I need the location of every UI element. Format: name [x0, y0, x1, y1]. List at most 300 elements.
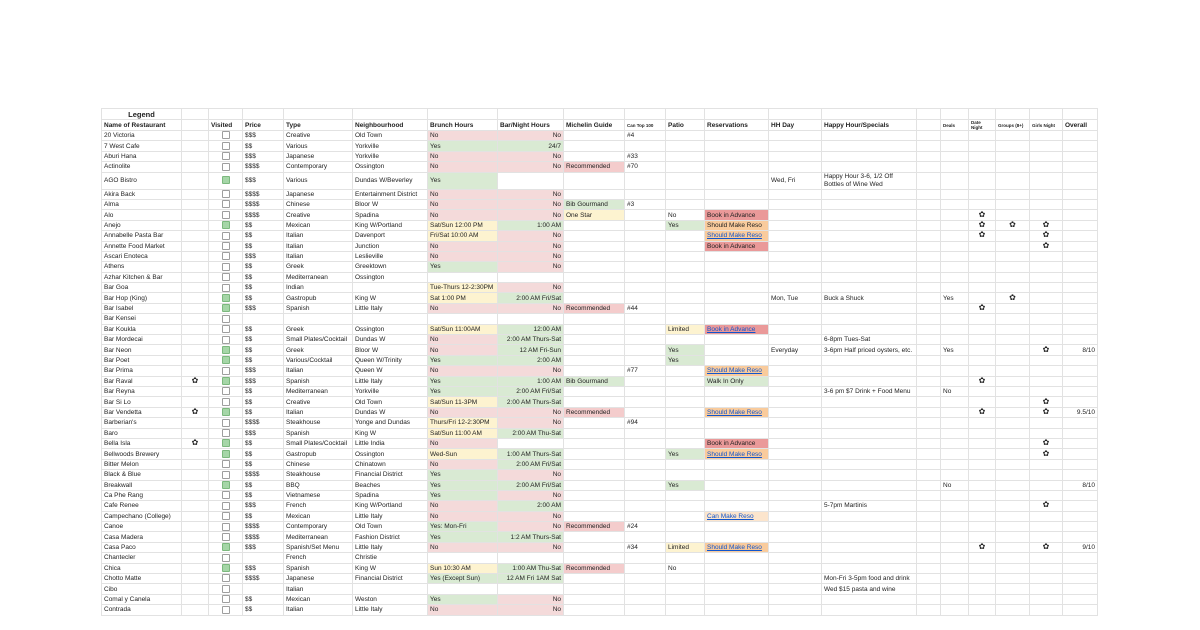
visited-checkbox[interactable] [209, 480, 243, 490]
cell[interactable] [1063, 594, 1098, 604]
cell[interactable] [1030, 172, 1063, 189]
column-header[interactable]: HH Day [769, 120, 822, 131]
cell[interactable] [1030, 501, 1063, 511]
cell[interactable] [996, 584, 1030, 594]
cell[interactable] [941, 241, 969, 251]
cell[interactable] [564, 366, 625, 376]
cell[interactable] [917, 241, 941, 251]
cell[interactable] [243, 293, 284, 303]
cell[interactable] [243, 501, 284, 511]
cell[interactable] [941, 397, 969, 407]
unchecked-icon[interactable] [222, 263, 230, 271]
cell[interactable] [1063, 210, 1098, 220]
cell[interactable] [822, 172, 917, 189]
visited-checkbox[interactable] [209, 449, 243, 459]
cell[interactable] [705, 262, 769, 272]
cell[interactable] [822, 109, 917, 120]
cell[interactable] [498, 151, 564, 161]
cell[interactable] [941, 345, 969, 355]
cell[interactable] [353, 283, 428, 293]
unchecked-icon[interactable] [222, 315, 230, 323]
visited-checkbox[interactable] [209, 314, 243, 324]
cell[interactable] [769, 501, 822, 511]
cell[interactable] [498, 490, 564, 500]
cell[interactable] [969, 459, 996, 469]
cell[interactable] [1030, 272, 1063, 282]
cell[interactable] [822, 376, 917, 386]
cell[interactable] [625, 131, 666, 141]
column-header[interactable] [917, 120, 941, 131]
cell[interactable] [243, 162, 284, 172]
cell[interactable] [996, 293, 1030, 303]
cell[interactable] [769, 210, 822, 220]
cell[interactable] [102, 574, 182, 584]
cell[interactable] [969, 231, 996, 241]
cell[interactable] [498, 470, 564, 480]
cell[interactable] [666, 293, 705, 303]
cell[interactable] [243, 303, 284, 313]
cell[interactable] [428, 563, 498, 573]
cell[interactable] [182, 141, 209, 151]
cell[interactable] [284, 141, 353, 151]
cell[interactable] [917, 584, 941, 594]
cell[interactable] [353, 584, 428, 594]
cell[interactable] [666, 141, 705, 151]
visited-checkbox[interactable] [209, 605, 243, 615]
column-header[interactable]: Michelin Guide [564, 120, 625, 131]
cell[interactable] [769, 220, 822, 230]
cell[interactable] [498, 251, 564, 261]
cell[interactable] [769, 324, 822, 334]
cell[interactable] [822, 584, 917, 594]
cell[interactable] [917, 542, 941, 552]
cell[interactable] [564, 131, 625, 141]
cell[interactable] [917, 605, 941, 615]
visited-checkbox[interactable] [209, 397, 243, 407]
cell[interactable] [917, 251, 941, 261]
unchecked-icon[interactable] [222, 152, 230, 160]
cell[interactable] [1063, 522, 1098, 532]
cell[interactable] [428, 151, 498, 161]
unchecked-icon[interactable] [222, 387, 230, 395]
cell[interactable] [917, 109, 941, 120]
cell[interactable] [1030, 366, 1063, 376]
cell[interactable] [284, 470, 353, 480]
cell[interactable] [917, 355, 941, 365]
cell[interactable] [917, 563, 941, 573]
cell[interactable] [941, 470, 969, 480]
cell[interactable] [243, 220, 284, 230]
cell[interactable] [769, 141, 822, 151]
cell[interactable] [243, 553, 284, 563]
cell[interactable] [1030, 141, 1063, 151]
cell[interactable] [428, 594, 498, 604]
cell[interactable] [182, 438, 209, 448]
cell[interactable] [705, 141, 769, 151]
cell[interactable] [564, 109, 625, 120]
cell[interactable] [769, 335, 822, 345]
cell[interactable] [625, 532, 666, 542]
cell[interactable] [102, 162, 182, 172]
visited-checkbox[interactable] [209, 141, 243, 151]
cell[interactable] [102, 272, 182, 282]
cell[interactable] [917, 480, 941, 490]
cell[interactable] [284, 366, 353, 376]
cell[interactable] [498, 220, 564, 230]
cell[interactable] [564, 553, 625, 563]
cell[interactable] [822, 449, 917, 459]
cell[interactable] [941, 283, 969, 293]
cell[interactable] [564, 251, 625, 261]
cell[interactable] [769, 131, 822, 141]
cell[interactable] [996, 563, 1030, 573]
cell[interactable] [102, 189, 182, 199]
cell[interactable] [1063, 386, 1098, 396]
cell[interactable] [625, 594, 666, 604]
checked-icon[interactable] [222, 346, 230, 354]
cell[interactable] [666, 490, 705, 500]
cell[interactable] [353, 532, 428, 542]
cell[interactable] [969, 293, 996, 303]
cell[interactable] [498, 210, 564, 220]
cell[interactable] [102, 151, 182, 161]
cell[interactable] [182, 210, 209, 220]
cell[interactable] [917, 272, 941, 282]
cell[interactable] [969, 594, 996, 604]
cell[interactable] [705, 563, 769, 573]
cell[interactable] [498, 189, 564, 199]
cell[interactable] [996, 532, 1030, 542]
cell[interactable] [822, 345, 917, 355]
cell[interactable] [769, 574, 822, 584]
cell[interactable] [182, 532, 209, 542]
cell[interactable] [625, 272, 666, 282]
cell[interactable] [243, 542, 284, 552]
cell[interactable] [705, 283, 769, 293]
cell[interactable] [917, 162, 941, 172]
cell[interactable] [822, 407, 917, 417]
cell[interactable] [822, 501, 917, 511]
cell[interactable] [822, 605, 917, 615]
cell[interactable] [182, 459, 209, 469]
cell[interactable] [1063, 335, 1098, 345]
cell[interactable] [564, 162, 625, 172]
cell[interactable] [666, 428, 705, 438]
cell[interactable] [625, 501, 666, 511]
column-header[interactable]: Overall [1063, 120, 1098, 131]
cell[interactable] [705, 303, 769, 313]
cell[interactable] [428, 220, 498, 230]
visited-checkbox[interactable] [209, 172, 243, 189]
cell[interactable] [428, 584, 498, 594]
cell[interactable] [182, 283, 209, 293]
cell[interactable] [428, 459, 498, 469]
visited-checkbox[interactable] [209, 501, 243, 511]
cell[interactable] [428, 418, 498, 428]
cell[interactable] [243, 407, 284, 417]
visited-checkbox[interactable] [209, 303, 243, 313]
cell[interactable] [564, 470, 625, 480]
cell[interactable] [769, 345, 822, 355]
cell[interactable] [1063, 131, 1098, 141]
cell[interactable] [941, 501, 969, 511]
cell[interactable] [284, 335, 353, 345]
cell[interactable] [666, 511, 705, 521]
cell[interactable] [1063, 480, 1098, 490]
cell[interactable] [996, 397, 1030, 407]
cell[interactable] [969, 470, 996, 480]
visited-checkbox[interactable] [209, 584, 243, 594]
cell[interactable] [969, 220, 996, 230]
cell[interactable] [1063, 251, 1098, 261]
cell[interactable] [564, 231, 625, 241]
cell[interactable] [666, 366, 705, 376]
cell[interactable] [182, 109, 209, 120]
cell[interactable] [822, 151, 917, 161]
cell[interactable] [182, 542, 209, 552]
cell[interactable] [666, 151, 705, 161]
cell[interactable] [822, 366, 917, 376]
cell[interactable] [353, 314, 428, 324]
cell[interactable] [996, 386, 1030, 396]
cell[interactable] [428, 272, 498, 282]
cell[interactable] [917, 366, 941, 376]
cell[interactable] [498, 584, 564, 594]
cell[interactable] [705, 438, 769, 448]
cell[interactable] [941, 428, 969, 438]
cell[interactable] [1063, 220, 1098, 230]
cell[interactable] [498, 563, 564, 573]
cell[interactable] [941, 553, 969, 563]
visited-checkbox[interactable] [209, 162, 243, 172]
cell[interactable] [102, 324, 182, 334]
cell[interactable] [666, 376, 705, 386]
cell[interactable] [1030, 584, 1063, 594]
cell[interactable] [428, 162, 498, 172]
visited-checkbox[interactable] [209, 574, 243, 584]
cell[interactable] [941, 131, 969, 141]
visited-checkbox[interactable] [209, 199, 243, 209]
cell[interactable] [941, 605, 969, 615]
cell[interactable] [666, 199, 705, 209]
cell[interactable] [969, 553, 996, 563]
cell[interactable] [666, 345, 705, 355]
cell[interactable] [182, 314, 209, 324]
cell[interactable] [243, 199, 284, 209]
cell[interactable] [996, 172, 1030, 189]
cell[interactable] [917, 131, 941, 141]
cell[interactable] [182, 511, 209, 521]
cell[interactable] [996, 553, 1030, 563]
cell[interactable] [917, 335, 941, 345]
cell[interactable] [625, 172, 666, 189]
cell[interactable] [1063, 283, 1098, 293]
cell[interactable] [705, 605, 769, 615]
cell[interactable] [705, 335, 769, 345]
cell[interactable] [625, 189, 666, 199]
cell[interactable] [1030, 293, 1063, 303]
cell[interactable] [1030, 231, 1063, 241]
unchecked-icon[interactable] [222, 232, 230, 240]
cell[interactable] [1030, 480, 1063, 490]
cell[interactable] [182, 418, 209, 428]
cell[interactable] [666, 553, 705, 563]
cell[interactable] [102, 376, 182, 386]
cell[interactable] [769, 199, 822, 209]
cell[interactable] [822, 251, 917, 261]
cell[interactable] [182, 335, 209, 345]
cell[interactable] [102, 532, 182, 542]
cell[interactable] [284, 231, 353, 241]
cell[interactable] [666, 594, 705, 604]
cell[interactable] [353, 438, 428, 448]
cell[interactable] [353, 172, 428, 189]
cell[interactable] [917, 490, 941, 500]
cell[interactable] [102, 386, 182, 396]
cell[interactable] [498, 283, 564, 293]
cell[interactable] [625, 231, 666, 241]
cell[interactable] [941, 220, 969, 230]
cell[interactable] [564, 151, 625, 161]
cell[interactable] [917, 141, 941, 151]
cell[interactable] [1030, 314, 1063, 324]
cell[interactable] [353, 553, 428, 563]
cell[interactable] [666, 397, 705, 407]
cell[interactable] [705, 594, 769, 604]
cell[interactable] [769, 407, 822, 417]
cell[interactable] [1063, 231, 1098, 241]
cell[interactable] [705, 293, 769, 303]
cell[interactable] [822, 386, 917, 396]
cell[interactable] [498, 272, 564, 282]
cell[interactable] [353, 262, 428, 272]
cell[interactable] [428, 231, 498, 241]
cell[interactable] [822, 231, 917, 241]
visited-checkbox[interactable] [209, 283, 243, 293]
cell[interactable] [284, 272, 353, 282]
cell[interactable] [941, 449, 969, 459]
cell[interactable] [969, 251, 996, 261]
cell[interactable] [564, 141, 625, 151]
cell[interactable] [243, 366, 284, 376]
cell[interactable] [1030, 438, 1063, 448]
cell[interactable] [996, 449, 1030, 459]
cell[interactable] [917, 428, 941, 438]
cell[interactable] [428, 199, 498, 209]
cell[interactable] [284, 131, 353, 141]
cell[interactable] [564, 283, 625, 293]
checked-icon[interactable] [222, 176, 230, 184]
cell[interactable] [564, 376, 625, 386]
cell[interactable] [564, 490, 625, 500]
cell[interactable] [917, 199, 941, 209]
cell[interactable] [243, 470, 284, 480]
cell[interactable] [769, 553, 822, 563]
cell[interactable] [969, 172, 996, 189]
cell[interactable] [1063, 162, 1098, 172]
column-header[interactable]: Patio [666, 120, 705, 131]
cell[interactable] [969, 418, 996, 428]
cell[interactable] [941, 418, 969, 428]
cell[interactable] [182, 151, 209, 161]
cell[interactable] [822, 522, 917, 532]
visited-checkbox[interactable] [209, 386, 243, 396]
cell[interactable] [822, 324, 917, 334]
column-header[interactable]: Neighbourhood [353, 120, 428, 131]
visited-checkbox[interactable] [209, 418, 243, 428]
cell[interactable] [705, 407, 769, 417]
cell[interactable] [1063, 303, 1098, 313]
checked-icon[interactable] [222, 377, 230, 385]
cell[interactable] [969, 584, 996, 594]
cell[interactable] [769, 438, 822, 448]
cell[interactable] [284, 220, 353, 230]
cell[interactable] [428, 241, 498, 251]
cell[interactable] [996, 151, 1030, 161]
cell[interactable] [428, 490, 498, 500]
cell[interactable] [996, 480, 1030, 490]
cell[interactable] [498, 376, 564, 386]
cell[interactable] [498, 293, 564, 303]
cell[interactable] [428, 262, 498, 272]
unchecked-icon[interactable] [222, 242, 230, 250]
visited-checkbox[interactable] [209, 293, 243, 303]
cell[interactable] [353, 251, 428, 261]
cell[interactable] [284, 397, 353, 407]
cell[interactable] [498, 109, 564, 120]
cell[interactable] [917, 386, 941, 396]
cell[interactable] [969, 141, 996, 151]
cell[interactable] [917, 418, 941, 428]
cell[interactable] [243, 283, 284, 293]
visited-checkbox[interactable] [209, 251, 243, 261]
cell[interactable] [1063, 199, 1098, 209]
cell[interactable] [102, 438, 182, 448]
cell[interactable] [822, 335, 917, 345]
cell[interactable] [284, 303, 353, 313]
cell[interactable] [666, 251, 705, 261]
cell[interactable] [969, 151, 996, 161]
cell[interactable] [353, 418, 428, 428]
cell[interactable] [564, 386, 625, 396]
cell[interactable] [498, 335, 564, 345]
cell[interactable] [917, 283, 941, 293]
cell[interactable] [941, 109, 969, 120]
cell[interactable] [1063, 553, 1098, 563]
cell[interactable] [353, 490, 428, 500]
cell[interactable] [996, 376, 1030, 386]
cell[interactable] [996, 490, 1030, 500]
checked-icon[interactable] [222, 564, 230, 572]
cell[interactable] [666, 542, 705, 552]
cell[interactable] [353, 355, 428, 365]
cell[interactable] [1030, 532, 1063, 542]
cell[interactable] [1030, 605, 1063, 615]
cell[interactable] [705, 501, 769, 511]
visited-checkbox[interactable] [209, 542, 243, 552]
cell[interactable] [769, 262, 822, 272]
cell[interactable] [996, 428, 1030, 438]
cell[interactable] [625, 141, 666, 151]
cell[interactable] [102, 563, 182, 573]
cell[interactable] [428, 532, 498, 542]
visited-checkbox[interactable] [209, 210, 243, 220]
cell[interactable] [625, 376, 666, 386]
cell[interactable] [941, 376, 969, 386]
visited-checkbox[interactable] [209, 490, 243, 500]
cell[interactable] [666, 231, 705, 241]
cell[interactable] [917, 210, 941, 220]
